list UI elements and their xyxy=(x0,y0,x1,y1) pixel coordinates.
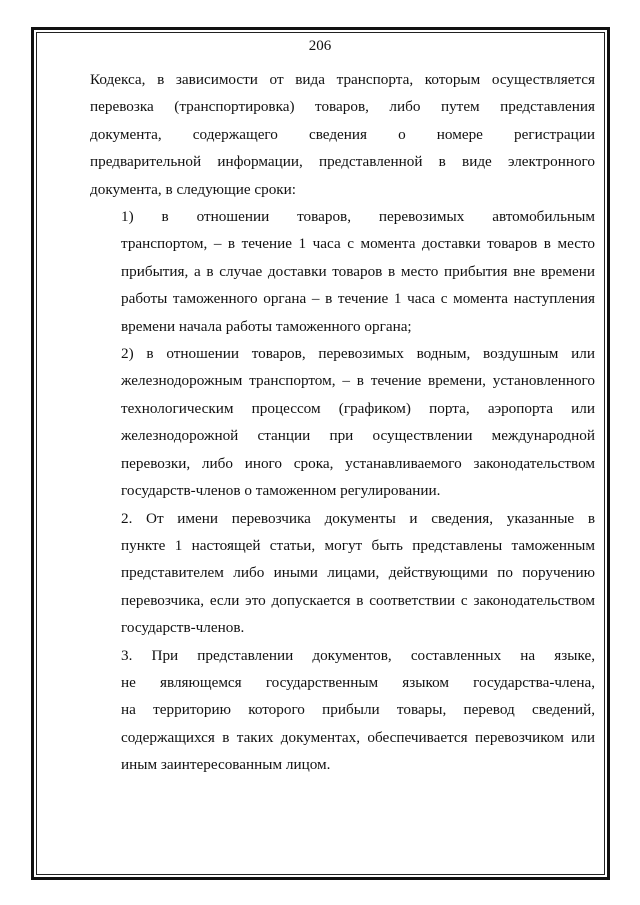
text-line: Кодекса, в зависимости от вида транспорта, которым осуществляется xyxy=(90,71,595,88)
document-body xyxy=(90,66,595,779)
text-line: перевозки, либо иного срока, устанавливаемого законодательством xyxy=(121,454,595,472)
text-line: пункте 1 настоящей статьи, могут быть представлены таможенным xyxy=(121,536,595,554)
text-line: представителем либо иными лицами, действующими по поручению xyxy=(121,564,595,582)
text-line: 2) в отношении товаров, перевозимых водным, воздушным или xyxy=(121,345,595,363)
text-line: транспортом, – в течение 1 часа с момента доставки товаров в место xyxy=(121,235,595,253)
text-line: железнодорожным транспортом, – в течение времени, установленного xyxy=(121,372,595,390)
text-line: государств-членов о таможенном регулировании. xyxy=(121,482,441,500)
text-line: перевозка (транспортировка) товаров, либо путем представления xyxy=(90,98,595,116)
text-line: времени начала работы таможенного органа; xyxy=(121,317,412,335)
text-line: 1) в отношении товаров, перевозимых автомобильным xyxy=(121,208,595,226)
text-line: документа, содержащего сведения о номере регистрации xyxy=(90,125,595,143)
text-line: содержащихся в таких документах, обеспечивается перевозчиком или xyxy=(121,728,595,746)
text-line: перевозчика, если это допускается в соответствии с законодательством xyxy=(121,591,595,609)
text-line: государств-членов. xyxy=(121,619,245,637)
paragraph xyxy=(90,340,595,504)
text-line: железнодорожной станции при осуществлении международной xyxy=(121,427,595,445)
text-line: предварительной информации, представленной в виде электронного xyxy=(90,153,595,171)
paragraph xyxy=(90,505,595,642)
text-line: на территорию которого прибыли товары, перевод сведений, xyxy=(121,701,595,719)
paragraph xyxy=(90,203,595,340)
text-line: 2. От имени перевозчика документы и сведения, указанные в xyxy=(121,509,595,527)
text-line: документа, в следующие сроки: xyxy=(90,180,297,198)
text-line: 3. При представлении документов, составленных на языке, xyxy=(121,646,595,664)
paragraph xyxy=(90,66,595,203)
text-line: технологическим процессом (графиком) порта, аэропорта или xyxy=(121,399,595,417)
text-line: прибытия, а в случае доставки товаров в место прибытия вне времени xyxy=(121,262,595,280)
paragraph xyxy=(90,642,595,779)
text-line: не являющемся государственным языком государства-члена, xyxy=(121,673,595,691)
text-line: иным заинтересованным лицом. xyxy=(121,756,331,774)
page-number: 206 xyxy=(308,38,332,54)
text-line: работы таможенного органа – в течение 1 часа с момента наступления xyxy=(121,290,595,308)
